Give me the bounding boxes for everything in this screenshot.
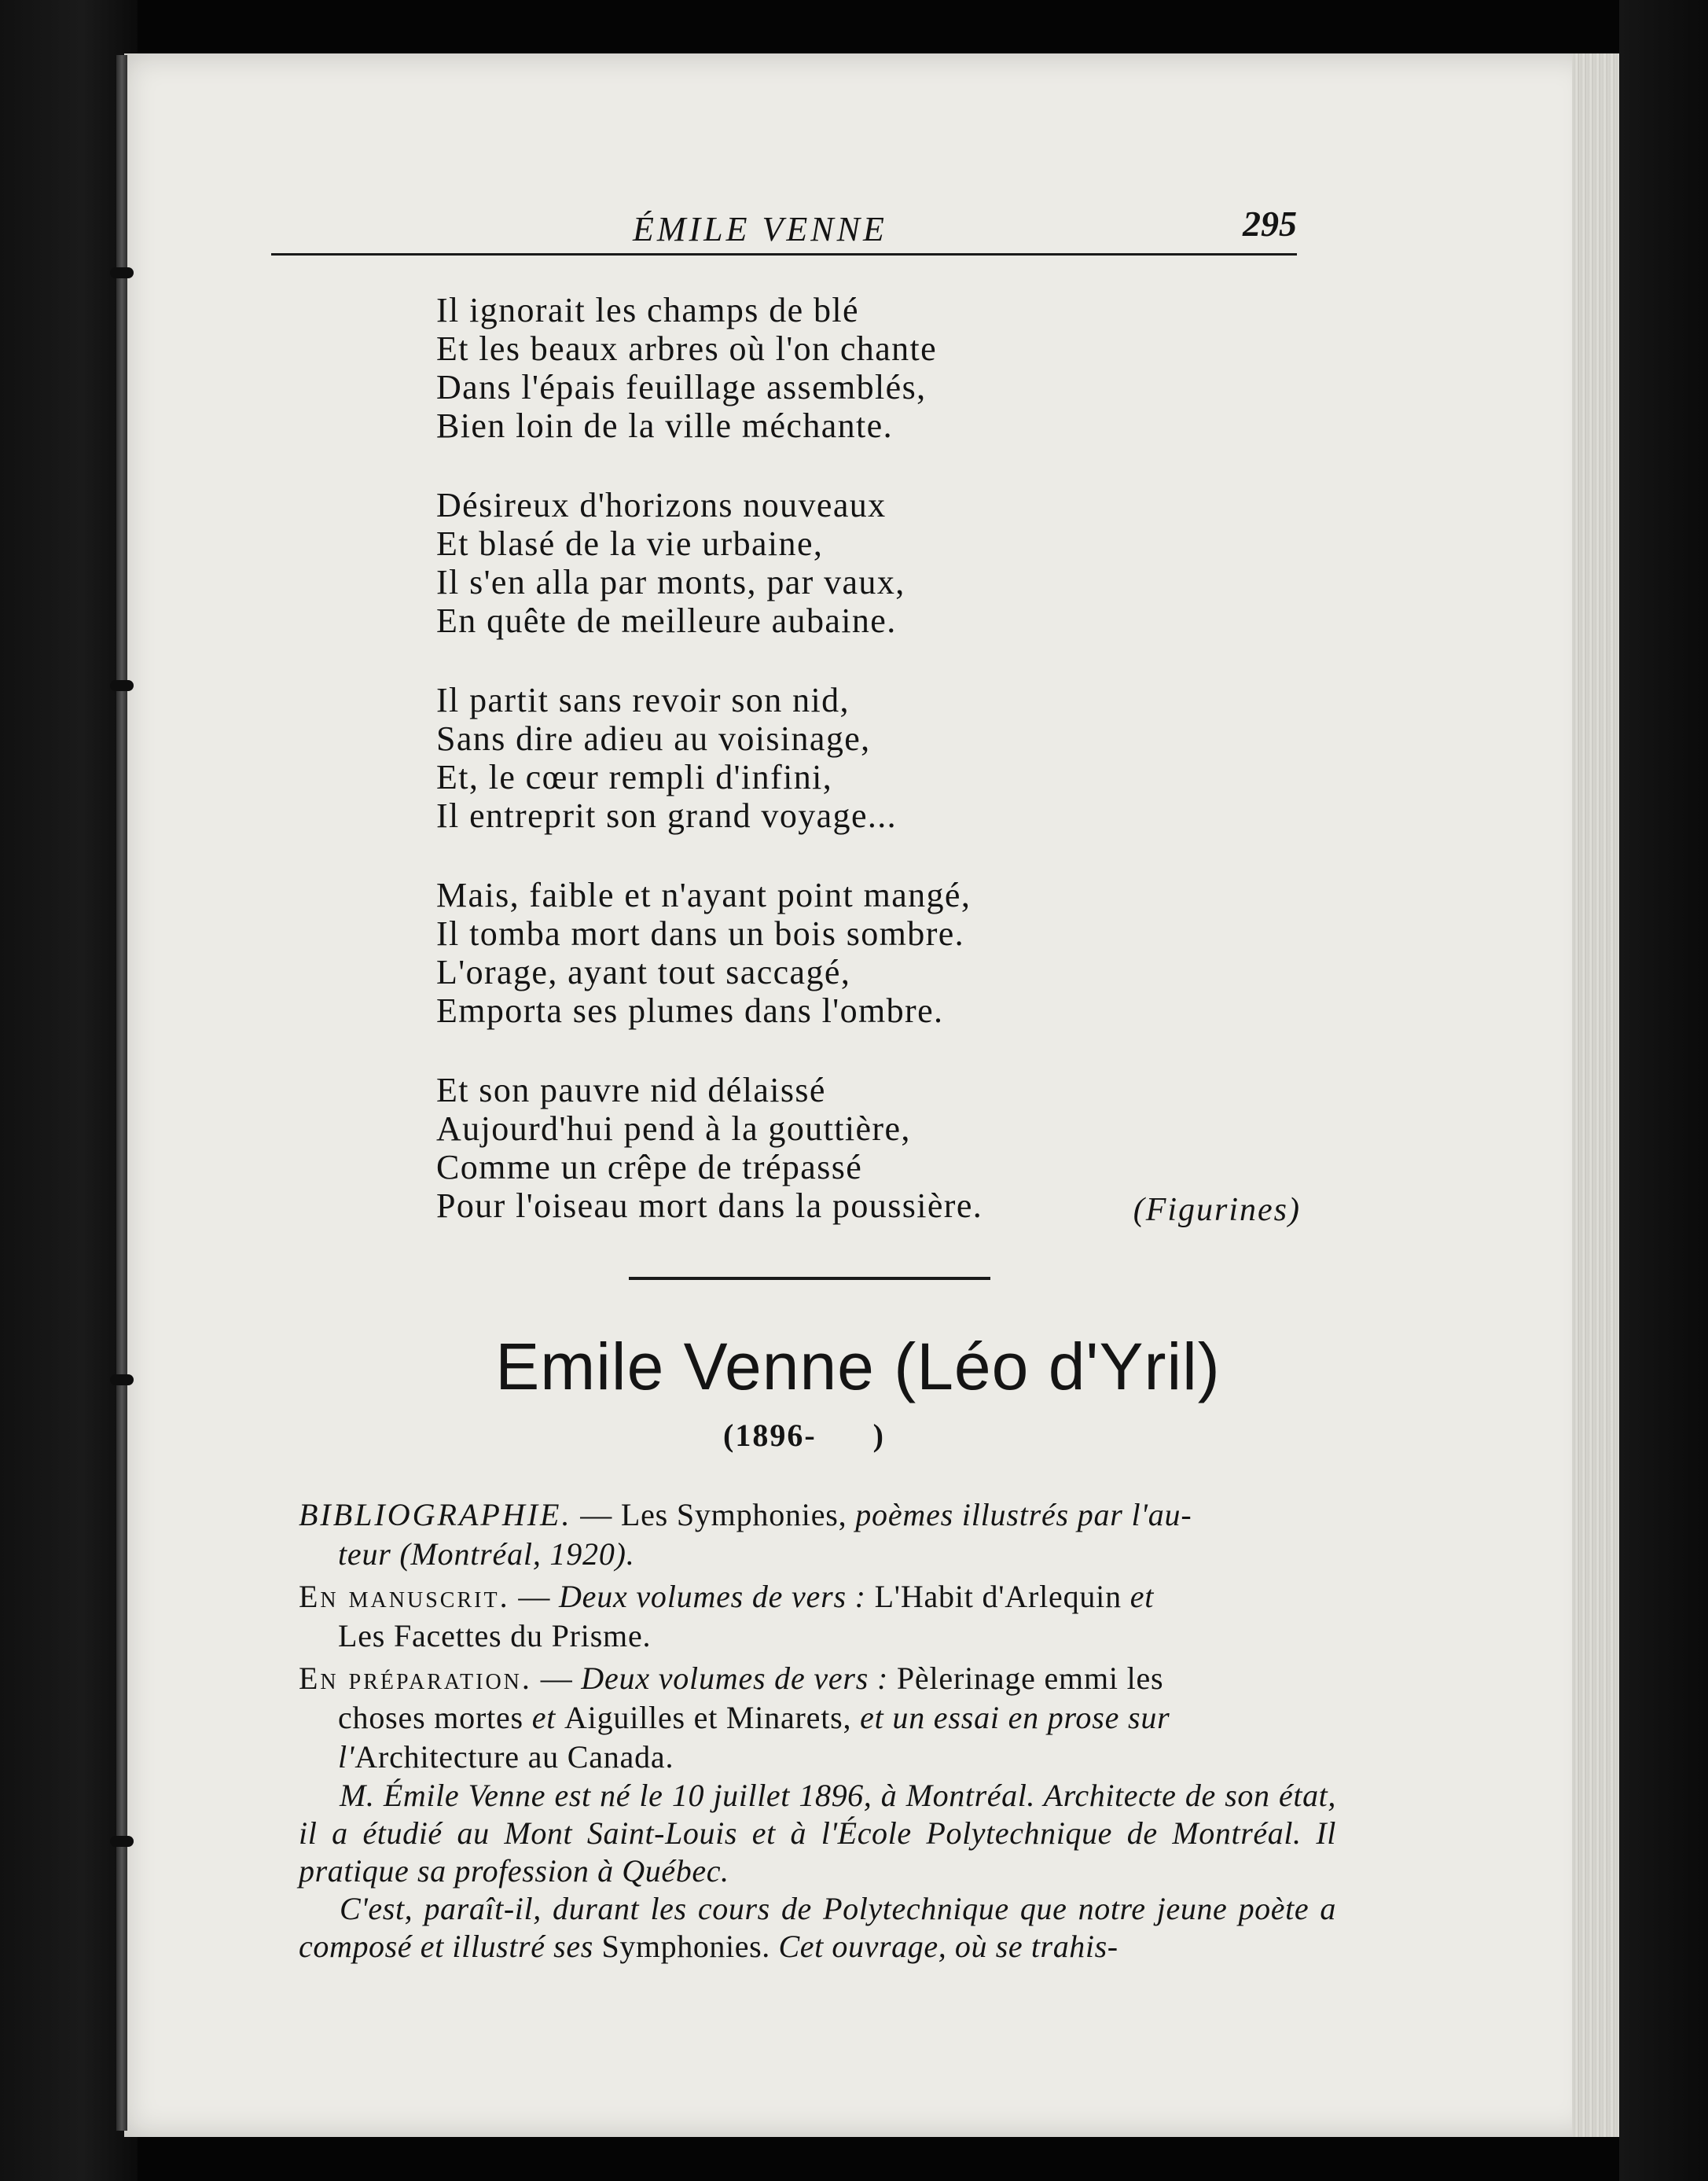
stanza [436, 291, 1301, 445]
work-title: Pèlerinage emmi les [896, 1661, 1164, 1696]
binding-stitch [116, 55, 127, 2131]
verse-line: Il ignorait les champs de blé [436, 291, 859, 329]
author-heading: Emile Venne (Léo d'Yril) [495, 1330, 1221, 1403]
work-title-part: Architecture au Canada. [354, 1739, 674, 1775]
poem [436, 291, 1301, 1266]
work-title: Symphonies. [601, 1929, 770, 1964]
poem-source: (Figurines) [1133, 1192, 1301, 1228]
verse-line: Comme un crêpe de trépassé [436, 1148, 863, 1186]
verse-line: Pour l'oiseau mort dans la poussière. [436, 1186, 983, 1225]
verse-line: Et son pauvre nid délaissé [436, 1071, 826, 1109]
bio-text: Cet ouvrage, où se trahis- [770, 1929, 1118, 1964]
entry-continuation: teur (Montréal, 1920). [338, 1536, 635, 1572]
running-head [271, 198, 1297, 256]
entry-dash: — [571, 1497, 621, 1532]
work-title: L'Habit d'Arlequin [874, 1579, 1130, 1614]
section-divider [629, 1277, 990, 1280]
bio-text: C'est, paraît-il, durant les cours de Polytechnique que notre jeune poète a composé et illustré ses [299, 1891, 1336, 1964]
scan-right-margin [1619, 0, 1708, 2181]
biography [299, 1777, 1336, 1966]
page-edge-stack [1572, 53, 1619, 2137]
verse-line: Désireux d'horizons nouveaux [436, 486, 887, 524]
verse-line: Aujourd'hui pend à la gouttière, [436, 1109, 911, 1148]
entry-continuation [299, 1698, 1336, 1738]
verse-line: Mais, faible et n'ayant point mangé, [436, 876, 972, 914]
stitch-knot [110, 267, 134, 278]
entry-dash: — [509, 1579, 559, 1614]
author-dates: (1896- ) [723, 1418, 885, 1453]
stitch-knot [110, 1836, 134, 1847]
verse-line: Il entreprit son grand voyage... [436, 796, 898, 835]
verse-line: Et blasé de la vie urbaine, [436, 524, 824, 563]
stitch-knot [110, 680, 134, 691]
bibliography [299, 1495, 1336, 1780]
conjunction: et [531, 1700, 564, 1735]
verse-line: Il tomba mort dans un bois sombre. [436, 914, 965, 953]
work-description: poèmes illustrés par l'au- [855, 1497, 1192, 1532]
stanza [436, 486, 1301, 640]
work-description: Deux volumes de vers : [558, 1579, 875, 1614]
entry-lead: En manuscrit. [299, 1579, 510, 1614]
verse-line: Il partit sans revoir son nid, [436, 681, 850, 719]
verse-line: Dans l'épais feuillage assemblés, [436, 368, 927, 406]
verse-line: Et les beaux arbres où l'on chante [436, 329, 938, 368]
work-title: Les Symphonies, [620, 1497, 856, 1532]
work-description: Deux volumes de vers : [581, 1661, 897, 1696]
verse-line: En quête de meilleure aubaine. [436, 601, 897, 640]
running-title: ÉMILE VENNE [633, 210, 887, 248]
entry-lead: En préparation. [299, 1661, 532, 1696]
bibliography-entry [299, 1495, 1336, 1574]
conjunction: et [1129, 1579, 1155, 1614]
verse-line: L'orage, ayant tout saccagé, [436, 953, 851, 991]
entry-dash: — [531, 1661, 582, 1696]
page-number: 295 [1243, 204, 1297, 244]
work-title-part: choses mortes [338, 1700, 532, 1735]
work-title-part: Aiguilles et Minarets, [564, 1700, 861, 1735]
verse-line: Emporta ses plumes dans l'ombre. [436, 991, 944, 1030]
stanza [436, 876, 1301, 1030]
bio-paragraph [299, 1890, 1336, 1966]
verse-line: Il s'en alla par monts, par vaux, [436, 563, 905, 601]
bibliography-entry [299, 1577, 1336, 1656]
verse-line: Bien loin de la ville méchante. [436, 406, 894, 445]
entry-lead: BIBLIOGRAPHIE. [299, 1497, 572, 1532]
work-description: et un essai en prose sur [860, 1700, 1170, 1735]
bibliography-entry [299, 1659, 1336, 1777]
entry-continuation [299, 1738, 1336, 1777]
verse-line: Sans dire adieu au voisinage, [436, 719, 871, 758]
bio-paragraph: M. Émile Venne est né le 10 juillet 1896, à Montréal. Architecte de son état, il a étudié au Mont Saint-Louis et à l'École Polytechnique de Montréal. Il pratique sa profession à Québec. [299, 1778, 1336, 1889]
verse-line: Et, le cœur rempli d'infini, [436, 758, 833, 796]
entry-continuation: Les Facettes du Prisme. [338, 1618, 652, 1653]
article: l' [338, 1739, 355, 1775]
stanza [436, 681, 1301, 835]
